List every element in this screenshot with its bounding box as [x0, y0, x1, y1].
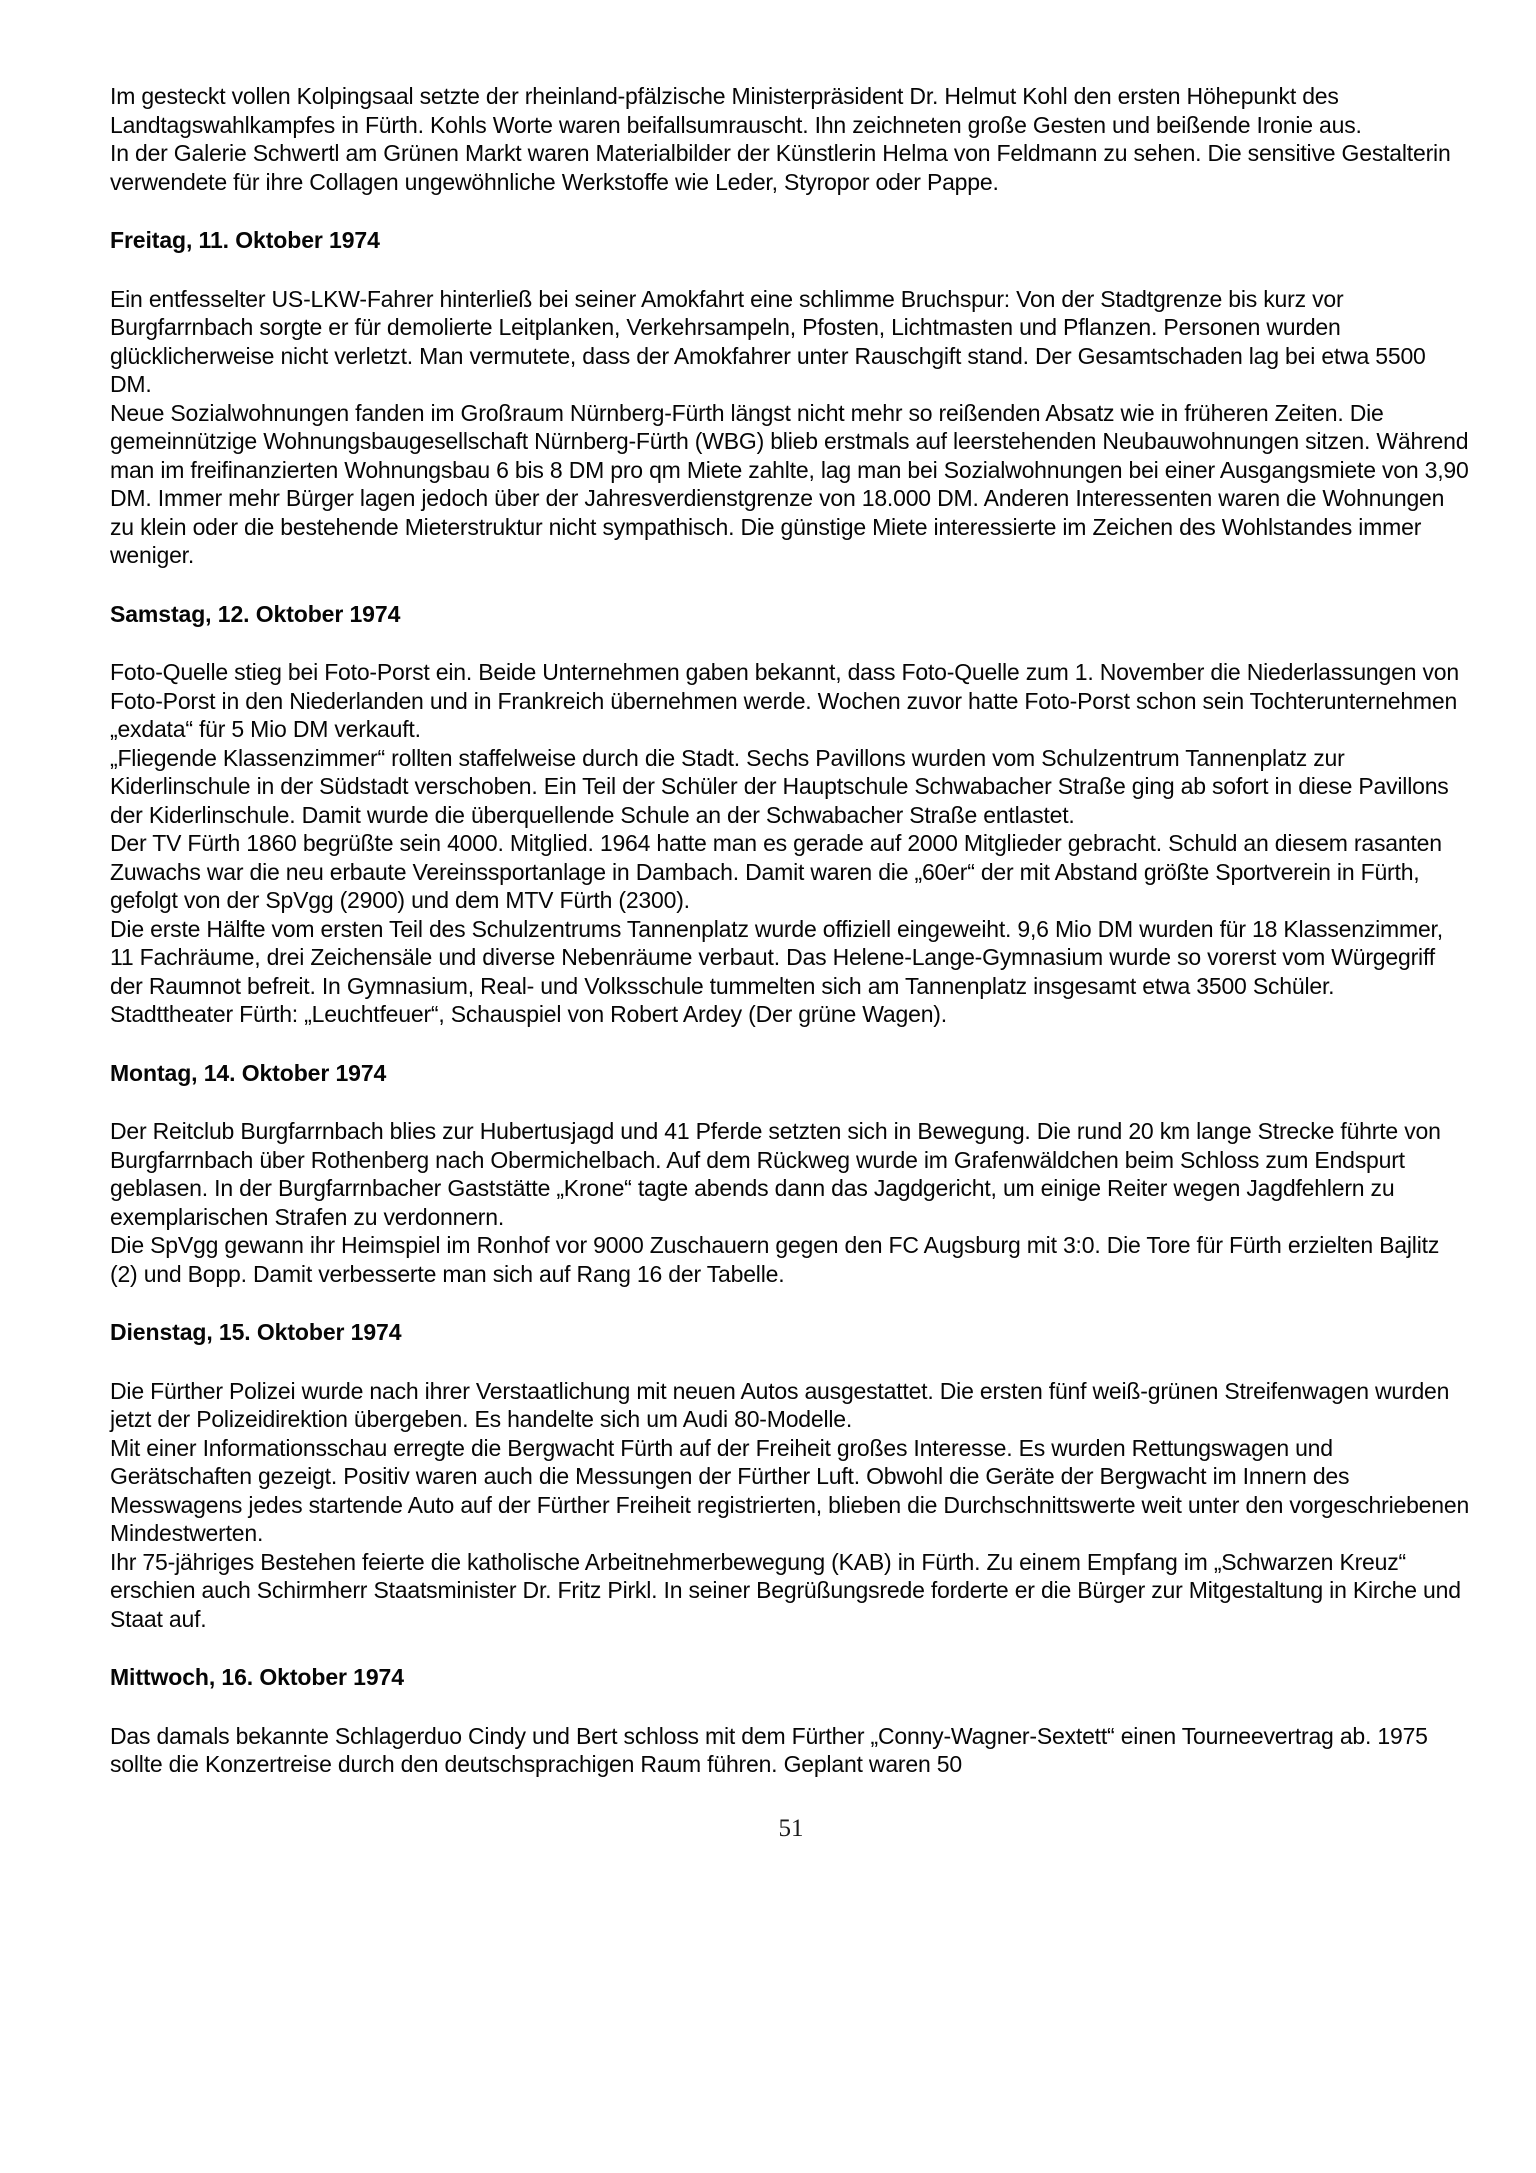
paragraph: Ihr 75-jähriges Bestehen feierte die katholische Arbeitnehmerbewegung (KAB) in Fürth. Zu einem Empfang im „Schwarzen Kreuz“ erschien auch Schirmherr Staatsminister Dr. Fritz Pirkl. In seiner Begrüßungsrede forderte er die Bürger zur Mitgestaltung in Kirche und Staat auf.	[110, 1548, 1461, 1632]
paragraph: Der TV Fürth 1860 begrüßte sein 4000. Mitglied. 1964 hatte man es gerade auf 2000 Mitglieder gebracht. Schuld an diesem rasanten Zuwachs war die neu erbaute Vereinssportanlage in Dambach. Damit waren die „60er“ der mit Abstand größte Sportverein in Fürth, gefolgt von der SpVgg (2900) und dem MTV Fürth (2300).	[110, 830, 1442, 913]
paragraph: Mit einer Informationsschau erregte die Bergwacht Fürth auf der Freiheit großes Interesse. Es wurden Rettungswagen und Gerätschaften gezeigt. Positiv waren auch die Messungen der Fürther Luft. Obwohl die Geräte der Bergwacht im Innern des Messwagens jedes startende Auto auf der Fürther Freiheit registrierten, blieben die Durchschnittswerte weit unter den vorgeschriebenen Mindestwerten.	[110, 1434, 1470, 1546]
paragraph: Im gesteckt vollen Kolpingsaal setzte der rheinland-pfälzische Ministerpräsident Dr. Helmut Kohl den ersten Höhepunkt des Landtagswahlkampfes in Fürth. Kohls Worte waren beifallsumrauscht. Ihn zeichneten große Gesten und beißende Ironie aus.	[110, 83, 1362, 138]
paragraph: Das damals bekannte Schlagerduo Cindy und Bert schloss mit dem Fürther „Conny-Wagner-Sextett“ einen Tourneevertrag ab. 1975 sollte die Konzertreise durch den deutschsprachigen Raum führen. Geplant waren 50	[110, 1722, 1428, 1777]
paragraph: Der Reitclub Burgfarrnbach blies zur Hubertusjagd und 41 Pferde setzten sich in Bewegung. Die rund 20 km lange Strecke führte von Burgfarrnbach über Rothenberg nach Obermichelbach. Auf dem Rückweg wurde im Grafenwäldchen beim Schloss zum Endspurt geblasen. In der Burgfarrnbacher Gaststätte „Krone“ tagte abends dann das Jagdgericht, um einige Reiter wegen Jagdfehlern zu exemplarischen Strafen zu verdonnern.	[110, 1118, 1441, 1230]
paragraph: Stadttheater Fürth: „Leuchtfeuer“, Schauspiel von Robert Ardey (Der grüne Wagen).	[110, 1001, 947, 1027]
paragraph: Foto-Quelle stieg bei Foto-Porst ein. Beide Unternehmen gaben bekannt, dass Foto-Quelle zum 1. November die Niederlassungen von Foto-Porst in den Niederlanden und in Frankreich übernehmen werde. Wochen zuvor hatte Foto-Porst schon sein Tochterunternehmen „exdata“ für 5 Mio DM verkauft.	[110, 659, 1459, 742]
paragraph: Neue Sozialwohnungen fanden im Großraum Nürnberg-Fürth längst nicht mehr so reißenden Absatz wie in früheren Zeiten. Die gemeinnützige Wohnungsbaugesellschaft Nürnberg-Fürth (WBG) blieb erstmals auf leerstehenden Neubauwohnungen sitzen. Während man im freifinanzierten Wohnungsbau 6 bis 8 DM pro qm Miete zahlte, lag man bei Sozialwohnungen bei einer Ausgangsmiete von 3,90 DM. Immer mehr Bürger lagen jedoch über der Jahresverdienstgrenze von 18.000 DM. Anderen Interessenten waren die Wohnungen zu klein oder die bestehende Mieterstruktur nicht sympathisch. Die günstige Miete interessierte im Zeichen des Wohlstandes immer weniger.	[110, 399, 1469, 568]
date-heading: Mittwoch, 16. Oktober 1974	[110, 1664, 404, 1690]
date-heading: Montag, 14. Oktober 1974	[110, 1059, 387, 1086]
date-heading: Freitag, 11. Oktober 1974	[110, 227, 380, 253]
paragraph: „Fliegende Klassenzimmer“ rollten staffelweise durch die Stadt. Sechs Pavillons wurden vom Schulzentrum Tannenplatz zur Kiderlinschule in der Südstadt verschoben. Ein Teil der Schüler der Hauptschule Schwabacher Straße ging ab sofort in diese Pavillons der Kiderlinschule. Damit wurde die überquellende Schule an der Schwabacher Straße entlastet.	[110, 744, 1449, 828]
paragraph: In der Galerie Schwertl am Grünen Markt waren Materialbilder der Künstlerin Helma von Feldmann zu sehen. Die sensitive Gestalterin verwendete für ihre Collagen ungewöhnliche Werkstoffe wie Leder, Styropor oder Pappe.	[110, 140, 1451, 195]
page-number: 51	[778, 1814, 804, 1842]
paragraph: Die SpVgg gewann ihr Heimspiel im Ronhof vor 9000 Zuschauern gegen den FC Augsburg mit 3:0. Die Tore für Fürth erzielten Bajlitz (2) und Bopp. Damit verbesserte man sich auf Rang 16 der Tabelle.	[110, 1232, 1440, 1287]
date-heading: Samstag, 12. Oktober 1974	[110, 600, 401, 627]
page-content	[110, 82, 1472, 1779]
paragraph: Ein entfesselter US-LKW-Fahrer hinterließ bei seiner Amokfahrt eine schlimme Bruchspur: Von der Stadtgrenze bis kurz vor Burgfarrnbach sorgte er für demolierte Leitplanken, Verkehrsampeln, Pfosten, Lichtmasten und Pflanzen. Personen wurden glücklicherweise nicht verletzt. Man vermutete, dass der Amokfahrer unter Rauschgift stand. Der Gesamtschaden lag bei etwa 5500 DM.	[110, 285, 1426, 397]
paragraph: Die erste Hälfte vom ersten Teil des Schulzentrums Tannenplatz wurde offiziell eingeweiht. 9,6 Mio DM wurden für 18 Klassenzimmer, 11 Fachräume, drei Zeichensäle und diverse Nebenräume verbaut. Das Helene-Lange-Gymnasium wurde so vorerst vom Würgegriff der Raumnot befreit. In Gymnasium, Real- und Volksschule tummelten sich am Tannenplatz insgesamt etwa 3500 Schüler.	[110, 915, 1443, 999]
paragraph: Die Fürther Polizei wurde nach ihrer Verstaatlichung mit neuen Autos ausgestattet. Die ersten fünf weiß-grünen Streifenwagen wurden jetzt der Polizeidirektion übergeben. Es handelte sich um Audi 80-Modelle.	[110, 1377, 1450, 1432]
date-heading: Dienstag, 15. Oktober 1974	[110, 1319, 402, 1345]
